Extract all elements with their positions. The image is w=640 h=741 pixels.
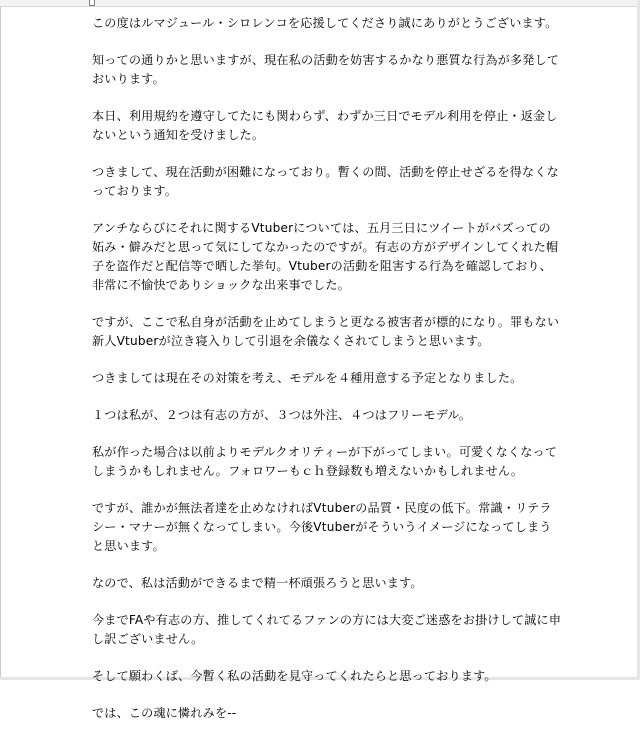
paragraph-14: では、この魂に憐れみを-- — [92, 706, 237, 720]
top-strip — [0, 0, 640, 7]
paragraph-7: つきましては現在その対策を考え、モデルを４種用意する予定となりました。 — [92, 371, 523, 385]
paragraph-1: この度はルマジュール・シロレンコを応援してくださり誠にありがとうございます。 — [92, 16, 558, 30]
document-body — [92, 14, 562, 741]
paragraph-13: そして願わくば、今暫く私の活動を見守ってくれたらと思っております。 — [92, 669, 497, 683]
paragraph-8: １つは私が、２つは有志の方が、３つは外注、４つはフリーモデル。 — [92, 408, 472, 422]
paragraph-3: 本日、利用規約を遵守してたにも関わらず、わずか三日でモデル利用を停止・返金しないという通知を受けました。 — [92, 109, 558, 142]
paragraph-9: 私が作った場合は以前よりモデルクオリティーが下がってしまい。可愛くなくなってしまうかもしれません。フォロワーもｃｈ登録数も増えないかもしれません。 — [92, 445, 558, 478]
paragraph-6: ですが、ここで私自身が活動を止めてしまうと更なる被害者が標的になり。罪もない新人Vtuberが泣き寝入りして引退を余儀なくされてしまうと思います。 — [92, 315, 560, 348]
paragraph-2: 知っての通りかと思いますが、現在私の活動を妨害するかなり悪質な行為が多発しておいります。 — [92, 53, 560, 86]
paragraph-4: つきまして、現在活動が困難になっており。暫くの間、活動を停止せざるを得なくなっております。 — [92, 165, 559, 198]
caret-mark — [89, 0, 95, 6]
paragraph-12: 今までFAや有志の方、推してくれてるファンの方には大変ご迷惑をお掛けして誠に申し訳ございません。 — [92, 613, 562, 646]
paragraph-10: ですが、誰かが無法者達を止めなければVtuberの品質・民度の低下。常識・リテラシー・マナーが無くなってしまい。今後Vtuberがそういうイメージになってしまうと思います。 — [92, 501, 552, 553]
paragraph-11: なので、私は活動ができるまで精一杯頑張ろうと思います。 — [92, 576, 423, 590]
paragraph-5: アンチならびにそれに関するVtuberについては、五月三日にツイートがバズっての妬み・僻みだと思って気にしてなかったのですが。有志の方がデザインしてくれた帽子を盗作だと配信等で晒した挙句。Vtuberの活動を阻害する行為を確認しており、非常に不愉快でありショックな出来事でした。 — [92, 221, 559, 292]
